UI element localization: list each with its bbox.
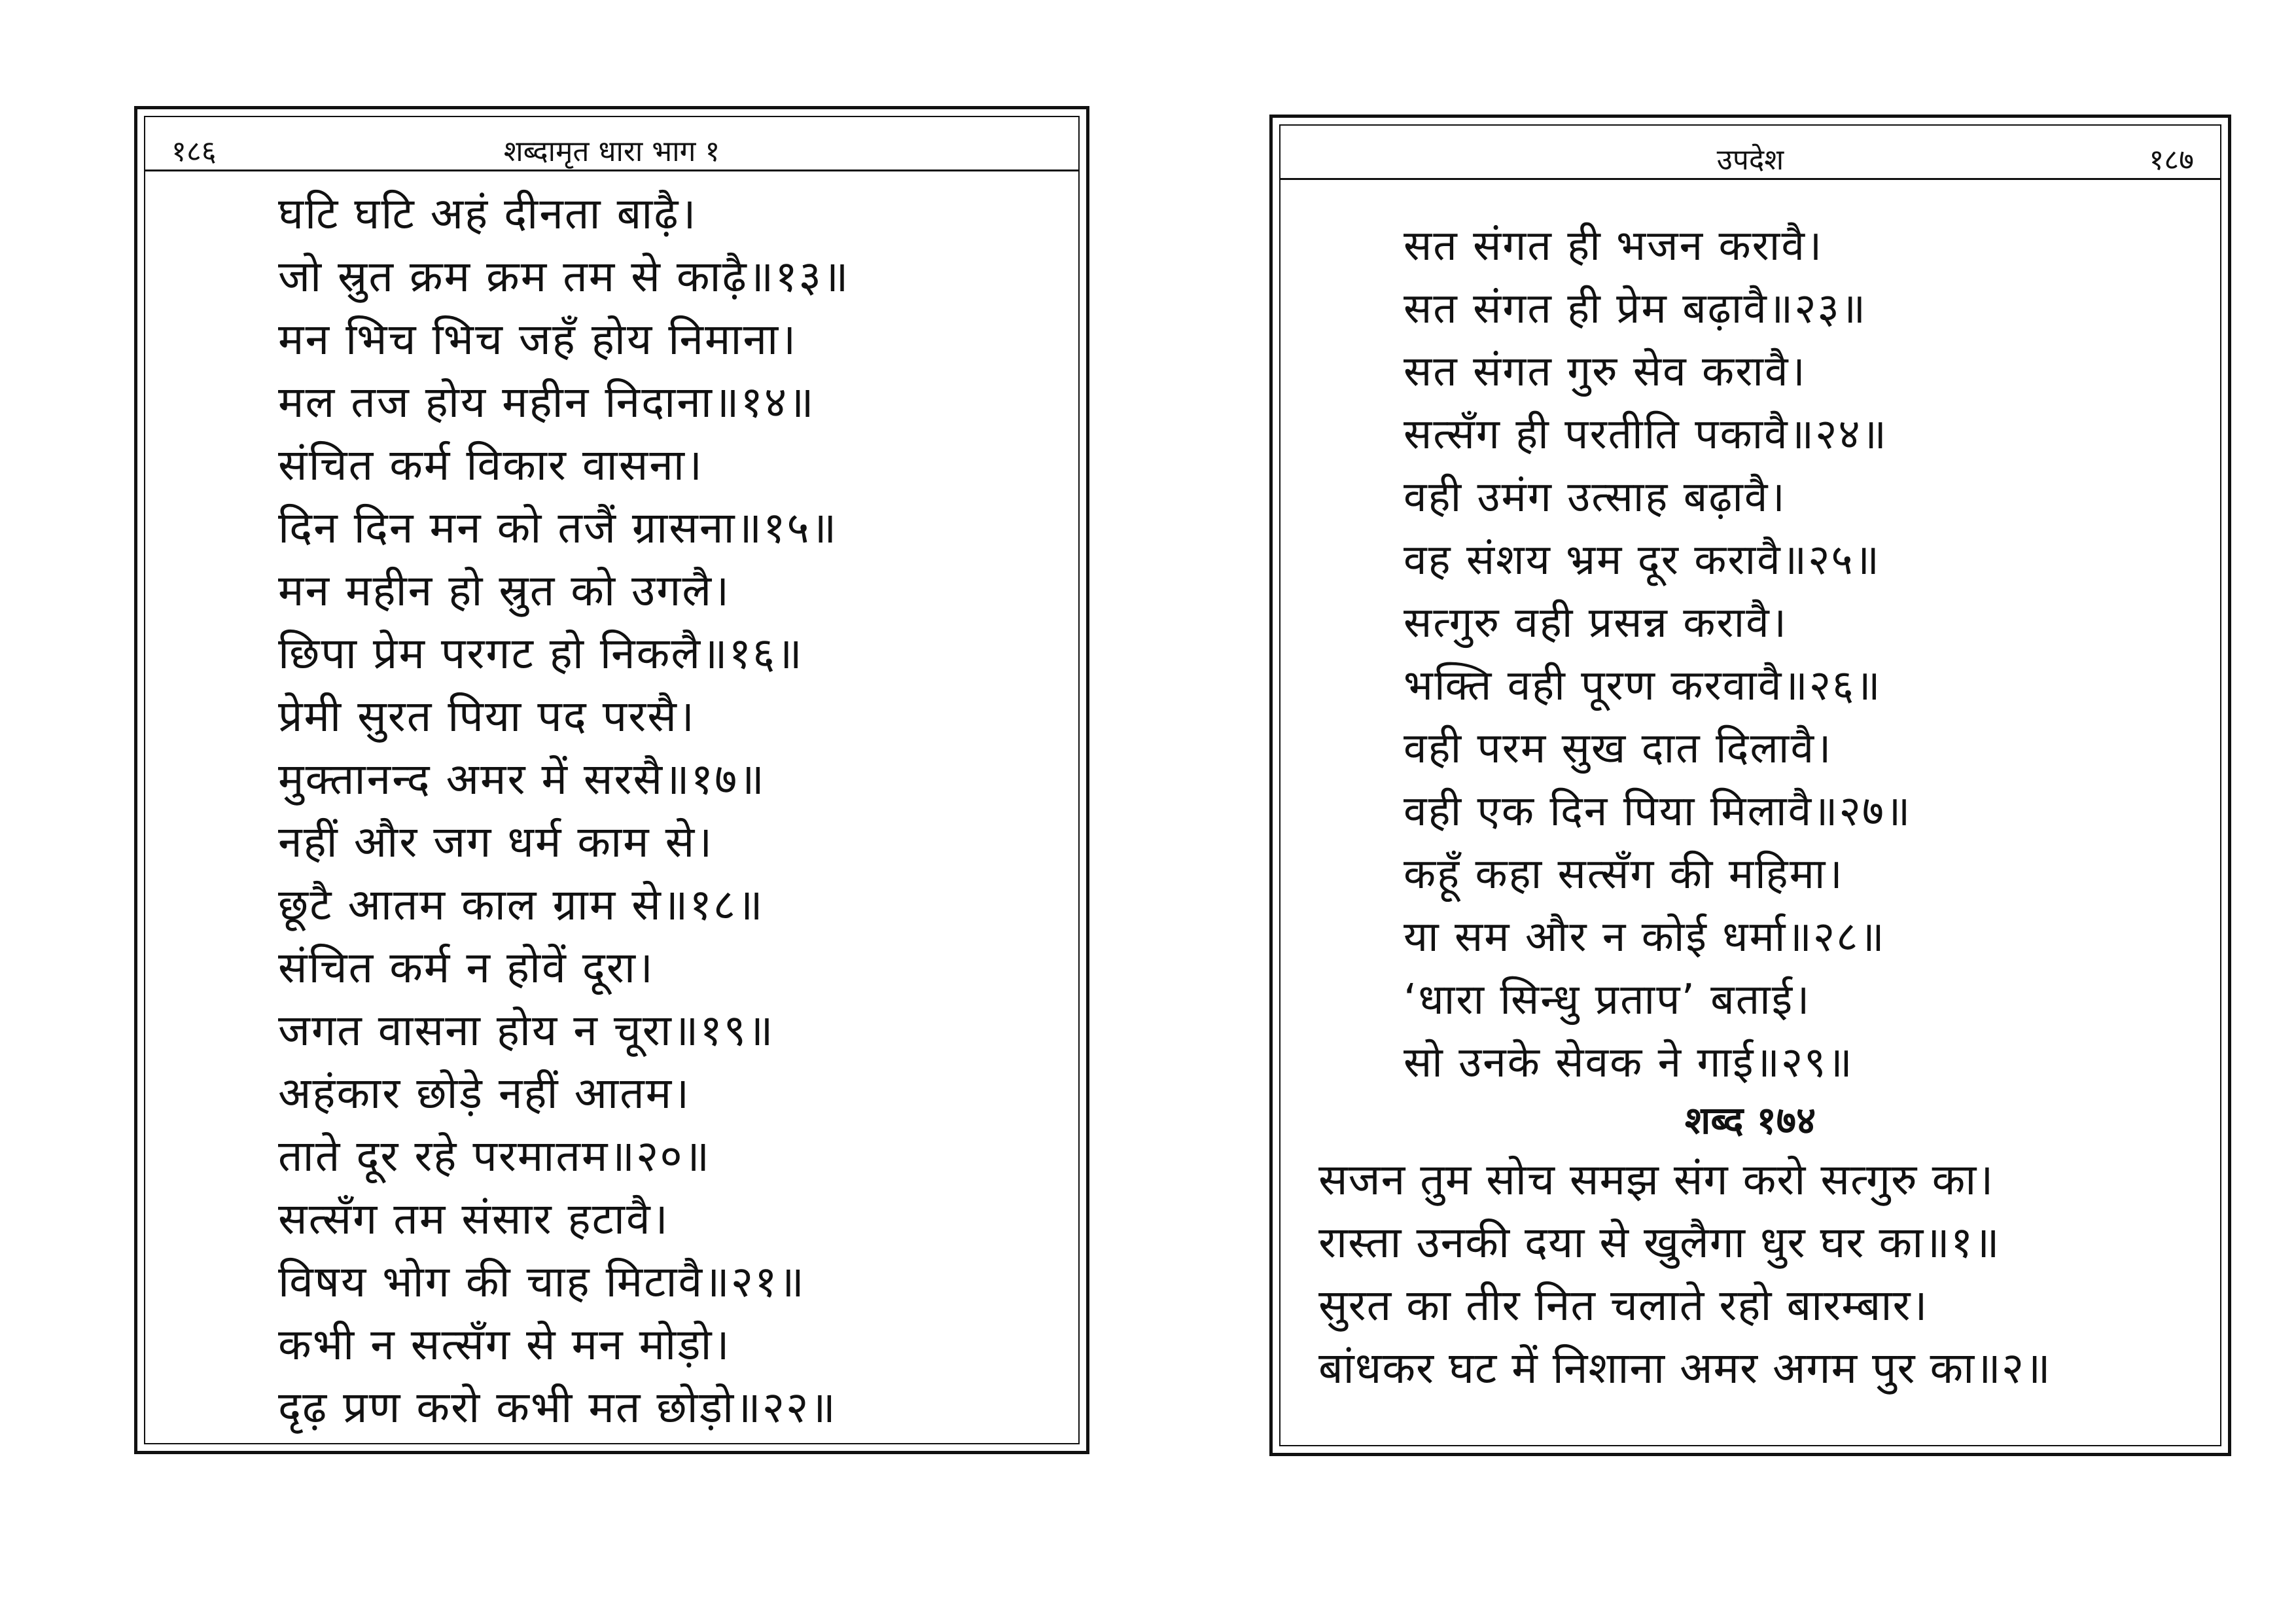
right-page (1269, 115, 2231, 1456)
left-running-title: शब्दामृत धारा भाग १ (503, 135, 720, 168)
verse-line: कहूँ कहा सत्सँग की महिमा। (1404, 850, 1844, 899)
left-page-number: १८६ (171, 135, 217, 168)
left-verse-list (278, 183, 850, 1439)
verse-line: प्रेमी सुरत पिया पद परसै। (278, 691, 696, 741)
verse-line: संचित कर्म विकार वासना। (278, 440, 704, 490)
verse-line: सत्सँग ही परतीति पकावै॥२४॥ (1404, 410, 1888, 459)
verse-line: ताते दूर रहे परमातम॥२०॥ (278, 1131, 711, 1181)
verse-line: वह संशय भ्रम दूर करावै॥२५॥ (1404, 536, 1881, 584)
shabd-verse-list (1318, 1149, 2051, 1400)
verse-line: सत्गुरु वही प्रसन्न करावै। (1404, 599, 1788, 647)
verse-line: कभी न सत्सँग से मन मोड़ो। (278, 1319, 731, 1370)
verse-line: छूटै आतम काल ग्राम से॥१८॥ (278, 880, 764, 930)
verse-line: अहंकार छोड़े नहीं आतम। (278, 1068, 691, 1118)
verse-line: मुक्तानन्द अमर में सरसै॥१७॥ (278, 754, 766, 804)
right-page-number: १८७ (2149, 143, 2194, 177)
verse-line: नहीं और जग धर्म काम से। (278, 817, 714, 867)
verse-line: सो उनके सेवक ने गाई॥२९॥ (1404, 1039, 1854, 1087)
shabd-verse-line: रास्ता उनकी दया से खुलैगा धुर घर का॥१॥ (1318, 1217, 2000, 1268)
left-page-header (145, 117, 1078, 171)
verse-line: वही उमंग उत्साह बढ़ावै। (1404, 473, 1786, 522)
verse-line: भक्ति वही पूरण करवावै॥२६॥ (1404, 662, 1882, 710)
left-page (134, 106, 1089, 1454)
verse-line: मन भिच भिच जहँ होय निमाना। (278, 314, 798, 365)
verse-line: सत संगत ही भजन करावै। (1404, 222, 1824, 270)
verse-line: संचित कर्म न होवें दूरा। (278, 942, 654, 993)
verse-line: दृढ़ प्रण करो कभी मत छोड़ो॥२२॥ (278, 1382, 837, 1433)
verse-line: जगत वासना होय न चूरा॥१९॥ (278, 1005, 775, 1056)
verse-line: मल तज होय महीन निदाना॥१४॥ (278, 377, 815, 427)
verse-line: सत संगत गुरु सेव करावै। (1404, 348, 1807, 396)
verse-line: ‘धारा सिन्धु प्रताप’ बताई। (1404, 976, 1811, 1024)
verse-line: जो स्रुत क्रम क्रम तम से काढ़ै॥१३॥ (278, 251, 850, 302)
shabd-heading: शब्द १७४ (1684, 1098, 1816, 1143)
verse-line: मन महीन हो स्रुत को उगलै। (278, 565, 731, 616)
verse-line: दिन दिन मन को तजैं ग्रासना॥१५॥ (278, 503, 838, 553)
verse-line: घटि घटि अहं दीनता बाढ़ै। (278, 188, 698, 239)
verse-line: विषय भोग की चाह मिटावै॥२१॥ (278, 1257, 805, 1307)
right-verse-list (1404, 215, 1911, 1094)
right-running-title: उपदेश (1716, 143, 1784, 177)
verse-line: वही परम सुख दात दिलावै। (1404, 724, 1833, 773)
verse-line: छिपा प्रेम परगट हो निकलै॥१६॥ (278, 628, 804, 679)
shabd-verse-line: सुरत का तीर नित चलाते रहो बारम्बार। (1318, 1280, 1928, 1330)
verse-line: या सम और न कोई धर्मा॥२८॥ (1404, 913, 1886, 961)
verse-line: सत्सँग तम संसार हटावै। (278, 1194, 669, 1244)
verse-line: सत संगत ही प्रेम बढ़ावै॥२३॥ (1404, 285, 1867, 333)
verse-line: वही एक दिन पिया मिलावै॥२७॥ (1404, 787, 1912, 836)
right-page-header (1280, 126, 2220, 180)
shabd-verse-line: बांधकर घट में निशाना अमर अगम पुर का॥२॥ (1318, 1343, 2051, 1393)
shabd-verse-line: सजन तुम सोच समझ संग करो सत्गुरु का। (1318, 1154, 1994, 1205)
